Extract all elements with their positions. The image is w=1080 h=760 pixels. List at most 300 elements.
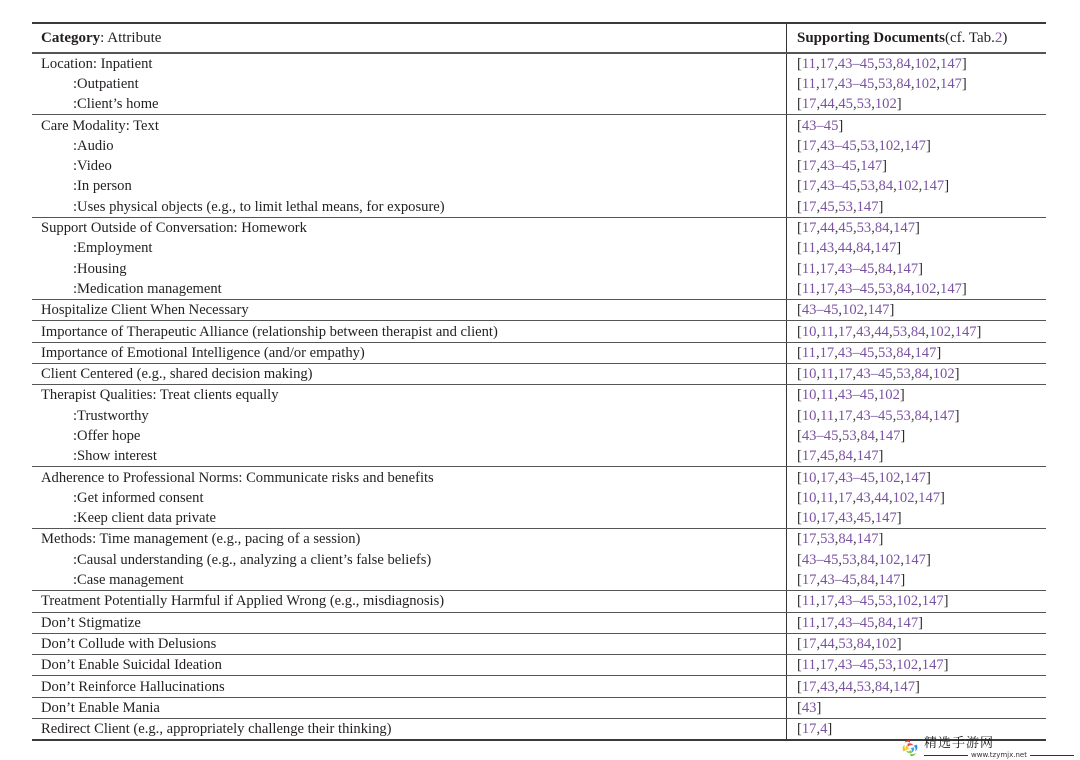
citation-link[interactable]: 11 <box>801 260 816 277</box>
table-row <box>32 698 1046 718</box>
citation-link[interactable]: 53 <box>856 220 872 237</box>
table-group <box>32 114 1046 216</box>
citation-separator: , <box>900 137 905 154</box>
citation-link[interactable]: 147 <box>867 302 890 319</box>
citation-link[interactable]: 17 <box>801 572 817 589</box>
citation-separator: , <box>816 137 821 154</box>
citation-link[interactable]: 10 <box>801 469 817 486</box>
citation-link[interactable]: 17 <box>801 178 817 195</box>
supporting-documents-cell <box>786 94 1046 114</box>
citation-link[interactable]: 43–45 <box>801 302 839 319</box>
table-row <box>32 115 1046 135</box>
table-reference-link[interactable]: 2 <box>994 29 1003 46</box>
citation-link[interactable]: 53 <box>842 427 857 444</box>
open-bracket: [ <box>797 635 802 652</box>
supporting-documents-cell <box>786 406 1046 426</box>
citation-link[interactable]: 17 <box>819 593 835 610</box>
close-bracket: ] <box>896 240 902 257</box>
citation-link[interactable]: 53 <box>877 75 893 92</box>
attributes-table <box>32 22 1046 741</box>
citation-separator: , <box>900 551 905 568</box>
citation-link[interactable]: 102 <box>878 137 901 154</box>
citation-link[interactable]: 43–45 <box>837 75 875 92</box>
citation-separator: , <box>834 75 838 92</box>
citation-link[interactable]: 84 <box>860 551 875 568</box>
citation-link[interactable]: 43–45 <box>820 178 857 195</box>
attribute-sub-label: :Audio <box>73 137 114 154</box>
citation-link[interactable]: 17 <box>801 448 817 465</box>
citation-separator: , <box>893 178 897 195</box>
citation-separator: , <box>874 427 879 444</box>
citation-separator: , <box>918 593 922 610</box>
open-bracket: [ <box>797 55 802 72</box>
citation-link[interactable]: 147 <box>856 531 879 548</box>
citation-link[interactable]: 17 <box>819 657 835 674</box>
citation-link[interactable]: 11 <box>820 387 835 404</box>
citation-separator: , <box>852 407 857 424</box>
citation-link[interactable]: 53 <box>856 96 872 113</box>
table-row <box>32 364 1046 384</box>
open-bracket: [ <box>797 198 802 215</box>
citation-link[interactable]: 43 <box>801 699 817 716</box>
citation-link[interactable]: 147 <box>874 240 897 257</box>
citation-separator: , <box>871 510 875 527</box>
citation-separator: , <box>874 137 879 154</box>
citation-link[interactable]: 147 <box>922 178 945 195</box>
category-label: Methods: Time management (e.g., pacing of a session) <box>41 531 361 548</box>
citation-separator: , <box>874 387 878 404</box>
citation-separator: , <box>936 55 941 72</box>
citation-link[interactable]: 84 <box>856 635 872 652</box>
citation-link[interactable]: 11 <box>801 344 816 361</box>
citation-link[interactable]: 11 <box>801 657 816 674</box>
table-group <box>32 590 1046 611</box>
close-bracket: ] <box>816 699 822 716</box>
citation-link[interactable]: 43–45 <box>856 407 893 424</box>
watermark-url <box>924 751 1074 759</box>
citation-link[interactable]: 84 <box>910 323 926 340</box>
table-row <box>32 406 1046 426</box>
citation-link[interactable]: 43–45 <box>837 657 875 674</box>
citation-separator: , <box>871 220 875 237</box>
citation-link[interactable]: 102 <box>892 489 915 506</box>
citation-link[interactable]: 102 <box>896 593 919 610</box>
category-label: Adherence to Professional Norms: Communicate risks and benefits <box>41 469 434 486</box>
table-group <box>32 675 1046 696</box>
citation-link[interactable]: 17 <box>837 407 853 424</box>
table-row <box>32 676 1046 696</box>
citation-separator: , <box>834 448 839 465</box>
citation-link[interactable]: 17 <box>801 531 817 548</box>
citation-link[interactable]: 147 <box>940 75 962 92</box>
citation-link[interactable]: 53 <box>877 593 893 610</box>
citation-link[interactable]: 11 <box>820 489 835 506</box>
citation-link[interactable]: 10 <box>801 510 817 527</box>
citation-link[interactable]: 84 <box>914 407 930 424</box>
attribute-sub-label: :Housing <box>73 260 127 277</box>
citation-link[interactable]: 43–45 <box>837 387 875 404</box>
citation-link[interactable]: 4 <box>820 721 828 738</box>
citation-link[interactable]: 11 <box>801 75 816 92</box>
table-row <box>32 634 1046 654</box>
citation-separator: , <box>871 678 875 695</box>
citation-link[interactable]: 45 <box>820 198 835 215</box>
citation-link[interactable]: 147 <box>954 323 977 340</box>
citation-link[interactable]: 102 <box>878 469 901 486</box>
citation-link[interactable]: 147 <box>874 510 897 527</box>
citation-separator: , <box>815 260 820 277</box>
citation-link[interactable]: 11 <box>801 614 816 631</box>
citation-link[interactable]: 43 <box>856 489 871 506</box>
citation-link[interactable]: 84 <box>874 678 890 695</box>
citation-separator: , <box>815 75 820 92</box>
citation-link[interactable]: 84 <box>896 55 911 72</box>
citation-link[interactable]: 10 <box>801 366 817 383</box>
citation-link[interactable]: 147 <box>856 448 879 465</box>
citation-link[interactable]: 84 <box>896 344 911 361</box>
citation-separator: , <box>929 366 933 383</box>
close-bracket: ] <box>925 137 931 154</box>
citation-link[interactable]: 53 <box>838 198 853 215</box>
citation-link[interactable]: 102 <box>914 280 937 297</box>
supporting-documents-cell <box>786 719 1046 739</box>
citation-separator: , <box>834 531 839 548</box>
table-row <box>32 258 1046 278</box>
citation-link[interactable]: 102 <box>874 96 897 113</box>
citation-link[interactable]: 147 <box>921 657 944 674</box>
table-row <box>32 550 1046 570</box>
citation-link[interactable]: 147 <box>904 551 926 568</box>
citation-link[interactable]: 102 <box>914 55 937 72</box>
citation-link[interactable]: 43–45 <box>837 260 875 277</box>
citation-link[interactable]: 102 <box>878 551 901 568</box>
citation-link[interactable]: 147 <box>940 280 962 297</box>
citation-link[interactable]: 84 <box>856 240 871 257</box>
attribute-sub-label: :Get informed consent <box>73 489 204 506</box>
citation-separator: , <box>852 220 857 237</box>
open-bracket: [ <box>797 387 802 404</box>
citation-link[interactable]: 53 <box>877 657 893 674</box>
citation-link[interactable]: 147 <box>896 260 919 277</box>
citation-link[interactable]: 43–45 <box>820 137 857 154</box>
table-header <box>32 24 1046 52</box>
citation-link[interactable]: 45 <box>820 448 835 465</box>
close-bracket: ] <box>900 572 906 589</box>
citation-link[interactable]: 53 <box>860 178 875 195</box>
citation-link[interactable]: 17 <box>820 510 835 527</box>
citation-link[interactable]: 17 <box>837 366 853 383</box>
citation-link[interactable]: 43–45 <box>837 614 875 631</box>
citation-link[interactable]: 44 <box>820 96 835 113</box>
citation-link[interactable]: 45 <box>838 96 853 113</box>
citation-separator: , <box>929 407 933 424</box>
citation-link[interactable]: 147 <box>904 469 926 486</box>
citation-separator: , <box>834 344 838 361</box>
citation-link[interactable]: 11 <box>820 366 835 383</box>
citation-link[interactable]: 53 <box>877 280 893 297</box>
category-label: Don’t Collude with Delusions <box>41 635 217 652</box>
citation-link[interactable]: 84 <box>878 178 894 195</box>
citation-link[interactable]: 53 <box>892 323 908 340</box>
supporting-documents-cell <box>786 467 1046 487</box>
citation-link[interactable]: 53 <box>877 55 893 72</box>
citation-link[interactable]: 53 <box>896 407 911 424</box>
close-bracket: ] <box>918 260 923 277</box>
citation-link[interactable]: 53 <box>896 366 911 383</box>
citation-separator: , <box>914 489 919 506</box>
citation-link[interactable]: 147 <box>860 158 883 175</box>
citation-link[interactable]: 84 <box>838 448 853 465</box>
category-label: Therapist Qualities: Treat clients equally <box>41 387 279 404</box>
citation-link[interactable]: 43 <box>820 678 835 695</box>
citation-link[interactable]: 10 <box>801 407 817 424</box>
citation-link[interactable]: 17 <box>819 280 835 297</box>
open-bracket: [ <box>797 280 802 297</box>
citation-link[interactable]: 84 <box>914 366 930 383</box>
citation-link[interactable]: 10 <box>801 489 817 506</box>
citation-link[interactable]: 147 <box>893 678 916 695</box>
open-bracket: [ <box>797 344 802 361</box>
citation-link[interactable]: 102 <box>877 387 900 404</box>
citation-link[interactable]: 17 <box>801 721 817 738</box>
citation-link[interactable]: 43 <box>838 510 853 527</box>
supporting-documents-cell <box>786 385 1046 405</box>
citation-link[interactable]: 17 <box>837 489 853 506</box>
open-bracket: [ <box>797 427 802 444</box>
citation-link[interactable]: 17 <box>801 137 817 154</box>
citation-link[interactable]: 10 <box>801 387 817 404</box>
citation-link[interactable]: 17 <box>801 96 817 113</box>
citation-link[interactable]: 44 <box>874 323 889 340</box>
close-bracket: ] <box>925 551 931 568</box>
citation-link[interactable]: 43–45 <box>801 427 839 444</box>
citation-link[interactable]: 147 <box>878 572 901 589</box>
close-bracket: ] <box>827 721 833 738</box>
citation-link[interactable]: 43–45 <box>856 366 893 383</box>
citation-link[interactable]: 43 <box>819 240 835 257</box>
header-cf-suffix: ) <box>1002 29 1008 46</box>
citation-link[interactable]: 84 <box>896 280 911 297</box>
citation-link[interactable]: 11 <box>801 55 816 72</box>
citation-link[interactable]: 147 <box>904 137 926 154</box>
attribute-sub-label: :Video <box>73 158 112 175</box>
citation-link[interactable]: 84 <box>860 572 875 589</box>
table-group <box>32 466 1046 528</box>
citation-link[interactable]: 102 <box>874 635 897 652</box>
table-group <box>32 299 1046 320</box>
open-bracket: [ <box>797 489 802 506</box>
citation-link[interactable]: 17 <box>801 220 817 237</box>
citation-link[interactable]: 17 <box>837 323 853 340</box>
citation-link[interactable]: 43–45 <box>837 593 875 610</box>
citation-link[interactable]: 17 <box>819 614 835 631</box>
citation-separator: , <box>834 55 838 72</box>
table-row <box>32 385 1046 405</box>
citation-link[interactable]: 84 <box>896 75 911 92</box>
close-bracket: ] <box>961 280 967 297</box>
citation-separator: , <box>910 55 915 72</box>
citation-link[interactable]: 84 <box>877 614 893 631</box>
table-group <box>32 528 1046 590</box>
close-bracket: ] <box>915 678 920 695</box>
citation-link[interactable]: 84 <box>874 220 890 237</box>
header-supporting-label: Supporting Documents <box>797 29 945 46</box>
citation-separator: , <box>816 387 821 404</box>
citation-link[interactable]: 84 <box>838 531 853 548</box>
citation-link[interactable]: 53 <box>856 678 872 695</box>
table-group <box>32 217 1046 299</box>
citation-link[interactable]: 17 <box>801 678 817 695</box>
citation-separator: , <box>936 75 941 92</box>
citation-link[interactable]: 43–45 <box>838 469 875 486</box>
supporting-documents-cell <box>786 54 1046 74</box>
table-group <box>32 384 1046 466</box>
citation-link[interactable]: 53 <box>842 551 857 568</box>
citation-link[interactable]: 44 <box>874 489 889 506</box>
citation-link[interactable]: 17 <box>819 260 835 277</box>
category-label: Don’t Stigmatize <box>41 614 141 631</box>
citation-link[interactable]: 147 <box>940 55 962 72</box>
citation-link[interactable]: 102 <box>896 178 919 195</box>
citation-link[interactable]: 53 <box>860 137 875 154</box>
citation-link[interactable]: 17 <box>801 198 817 215</box>
attribute-sub-label: :Outpatient <box>73 75 139 92</box>
citation-link[interactable]: 17 <box>819 75 835 92</box>
open-bracket: [ <box>797 96 802 113</box>
citation-link[interactable]: 10 <box>801 323 817 340</box>
header-attribute-label: : Attribute <box>100 29 162 46</box>
citation-link[interactable]: 102 <box>896 657 919 674</box>
citation-link[interactable]: 147 <box>932 407 955 424</box>
header-category-label: Category <box>41 29 101 46</box>
citation-link[interactable]: 11 <box>801 280 816 297</box>
citation-link[interactable]: 102 <box>929 323 951 340</box>
citation-link[interactable]: 147 <box>878 427 901 444</box>
citation-link[interactable]: 44 <box>838 678 853 695</box>
table-group <box>32 612 1046 633</box>
citation-link[interactable]: 84 <box>877 260 893 277</box>
citation-separator: , <box>892 593 897 610</box>
citation-link[interactable]: 43–45 <box>837 55 875 72</box>
category-label: Importance of Therapeutic Alliance (relationship between therapist and client) <box>41 323 498 340</box>
supporting-documents-cell <box>786 218 1046 238</box>
citation-separator: , <box>816 721 821 738</box>
supporting-documents-cell <box>786 364 1046 384</box>
open-bracket: [ <box>797 407 802 424</box>
citation-link[interactable]: 43–45 <box>820 572 857 589</box>
citation-separator: , <box>874 657 878 674</box>
table-row <box>32 719 1046 739</box>
citation-separator: , <box>816 531 821 548</box>
citation-link[interactable]: 17 <box>801 635 817 652</box>
close-bracket: ] <box>900 427 906 444</box>
citation-link[interactable]: 17 <box>819 55 835 72</box>
citation-link[interactable]: 43–45 <box>837 280 875 297</box>
citation-link[interactable]: 84 <box>860 427 875 444</box>
table-row <box>32 218 1046 238</box>
citation-link[interactable]: 17 <box>819 344 835 361</box>
citation-link[interactable]: 45 <box>856 510 872 527</box>
citation-separator: , <box>892 344 897 361</box>
citation-separator: , <box>838 551 843 568</box>
header-supporting-documents <box>786 24 1046 52</box>
citation-link[interactable]: 53 <box>877 344 893 361</box>
open-bracket: [ <box>797 699 802 716</box>
citation-link[interactable]: 53 <box>820 531 835 548</box>
citation-link[interactable]: 43–45 <box>801 551 839 568</box>
citation-link[interactable]: 147 <box>921 593 944 610</box>
citation-link[interactable]: 102 <box>914 75 937 92</box>
citation-separator: , <box>816 198 821 215</box>
citation-separator: , <box>874 593 878 610</box>
citation-link[interactable]: 43–45 <box>801 117 839 134</box>
table-row <box>32 136 1046 156</box>
citation-link[interactable]: 147 <box>896 614 919 631</box>
citation-separator: , <box>816 635 821 652</box>
citation-separator: , <box>816 678 821 695</box>
citation-separator: , <box>892 366 897 383</box>
open-bracket: [ <box>797 240 802 257</box>
citation-link[interactable]: 147 <box>856 198 879 215</box>
open-bracket: [ <box>797 721 802 738</box>
citation-link[interactable]: 44 <box>820 220 835 237</box>
citation-link[interactable]: 11 <box>801 593 816 610</box>
citation-link[interactable]: 11 <box>820 407 835 424</box>
citation-link[interactable]: 147 <box>914 344 937 361</box>
close-bracket: ] <box>878 531 884 548</box>
citation-link[interactable]: 11 <box>801 240 816 257</box>
citation-link[interactable]: 102 <box>932 366 955 383</box>
attribute-sub-label: :Keep client data private <box>73 510 217 527</box>
citation-link[interactable]: 17 <box>801 158 817 175</box>
header-cf-prefix: (cf. Tab. <box>944 29 995 46</box>
citation-separator: , <box>856 427 861 444</box>
citation-separator: , <box>834 260 838 277</box>
close-bracket: ] <box>976 323 982 340</box>
citation-link[interactable]: 53 <box>838 635 853 652</box>
citation-separator: , <box>834 366 838 383</box>
supporting-documents-cell <box>786 655 1046 675</box>
supporting-documents-cell <box>786 488 1046 508</box>
citation-link[interactable]: 17 <box>820 469 835 486</box>
close-bracket: ] <box>899 387 905 404</box>
citation-link[interactable]: 44 <box>820 635 835 652</box>
table-row <box>32 94 1046 114</box>
citation-link[interactable]: 44 <box>837 240 853 257</box>
close-bracket: ] <box>961 75 967 92</box>
citation-link[interactable]: 45 <box>838 220 853 237</box>
citation-link[interactable]: 102 <box>842 302 864 319</box>
open-bracket: [ <box>797 531 802 548</box>
citation-link[interactable]: 147 <box>893 220 916 237</box>
category-label: Client Centered (e.g., shared decision making) <box>41 366 313 383</box>
citation-separator: , <box>816 220 821 237</box>
supporting-documents-cell <box>786 321 1046 341</box>
citation-link[interactable]: 43 <box>856 323 871 340</box>
citation-link[interactable]: 11 <box>820 323 835 340</box>
citation-separator: , <box>910 407 915 424</box>
citation-separator: , <box>834 657 838 674</box>
citation-separator: , <box>874 55 878 72</box>
citation-link[interactable]: 43–45 <box>820 158 857 175</box>
watermark-title: 精选手游网 <box>924 736 995 751</box>
citation-link[interactable]: 147 <box>918 489 941 506</box>
citation-separator: , <box>815 593 820 610</box>
table-row <box>32 508 1046 528</box>
citation-link[interactable]: 43–45 <box>837 344 875 361</box>
citation-separator: , <box>816 323 821 340</box>
category-label: Don’t Enable Mania <box>41 699 160 716</box>
